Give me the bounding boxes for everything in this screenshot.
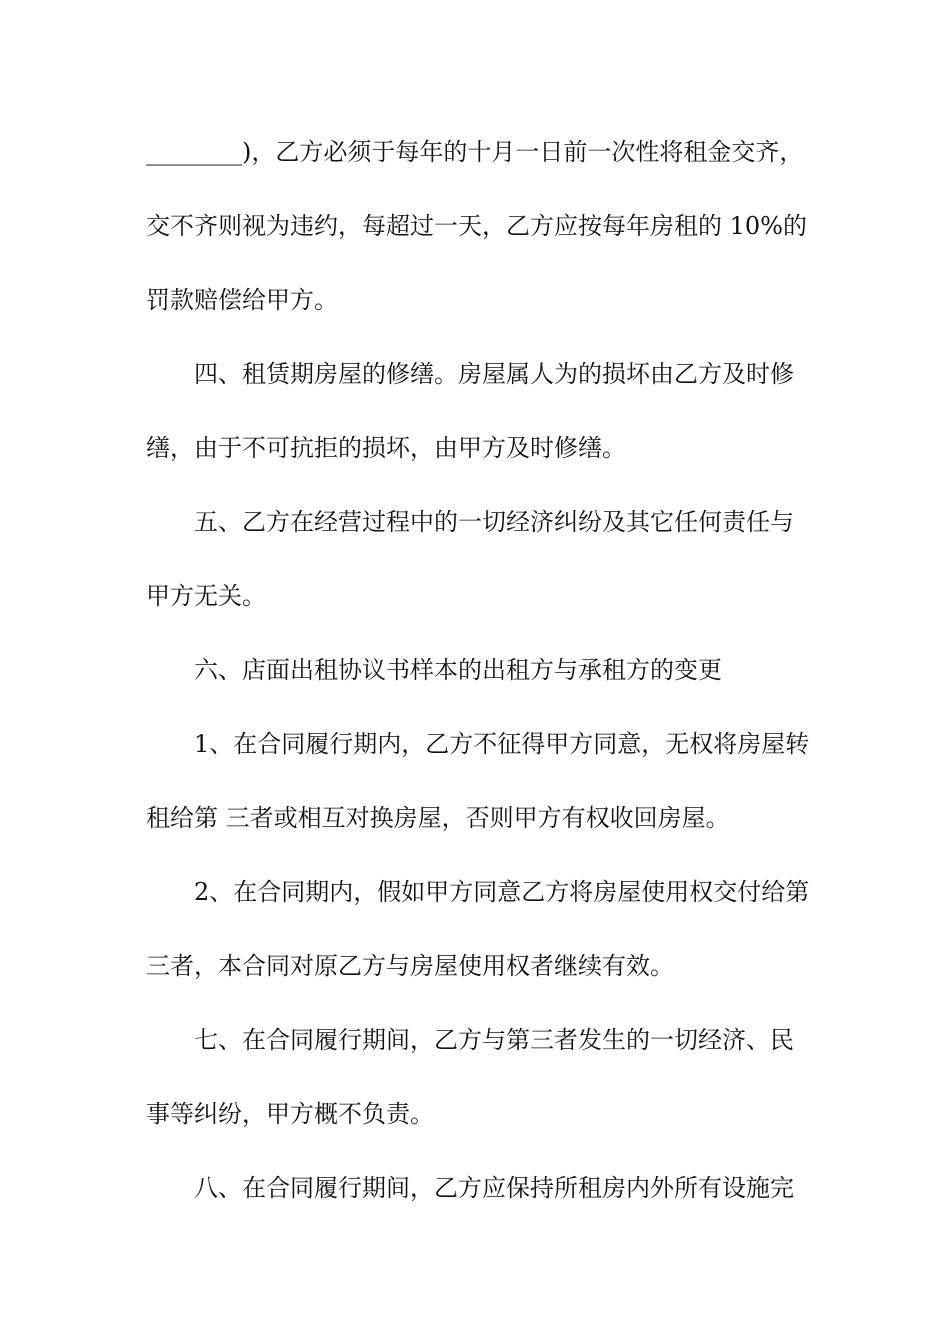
- section-heading: 六、店面出租协议书样本的出租方与承租方的变更: [194, 656, 722, 684]
- paragraph-start-line: 四、租赁期房屋的修缮。房屋属人为的损坏由乙方及时修: [194, 360, 794, 388]
- text-line: 三者，本合同对原乙方与房屋使用权者继续有效。: [146, 952, 674, 980]
- paragraph-start-line: 1、在合同履行期内，乙方不征得甲方同意，无权将房屋转: [194, 730, 810, 758]
- text-line: ________)，乙方必须于每年的十月一日前一次性将租金交齐，: [146, 138, 804, 166]
- paragraph-start-line: 八、在合同履行期间，乙方应保持所租房内外所有设施完: [194, 1174, 794, 1202]
- text-line: 交不齐则视为违约，每超过一天，乙方应按每年房租的 10%的: [146, 212, 807, 240]
- text-line: 租给第 三者或相互对换房屋，否则甲方有权收回房屋。: [146, 804, 730, 832]
- text-line: 罚款赔偿给甲方。: [146, 286, 338, 314]
- paragraph-start-line: 七、在合同履行期间，乙方与第三者发生的一切经济、民: [194, 1026, 794, 1054]
- text-line: 甲方无关。: [146, 582, 266, 610]
- paragraph-start-line: 2、在合同期内，假如甲方同意乙方将房屋使用权交付给第: [194, 878, 810, 906]
- text-line: 缮，由于不可抗拒的损坏，由甲方及时修缮。: [146, 434, 626, 462]
- paragraph-start-line: 五、乙方在经营过程中的一切经济纠纷及其它任何责任与: [194, 508, 794, 536]
- text-line: 事等纠纷，甲方概不负责。: [146, 1100, 434, 1128]
